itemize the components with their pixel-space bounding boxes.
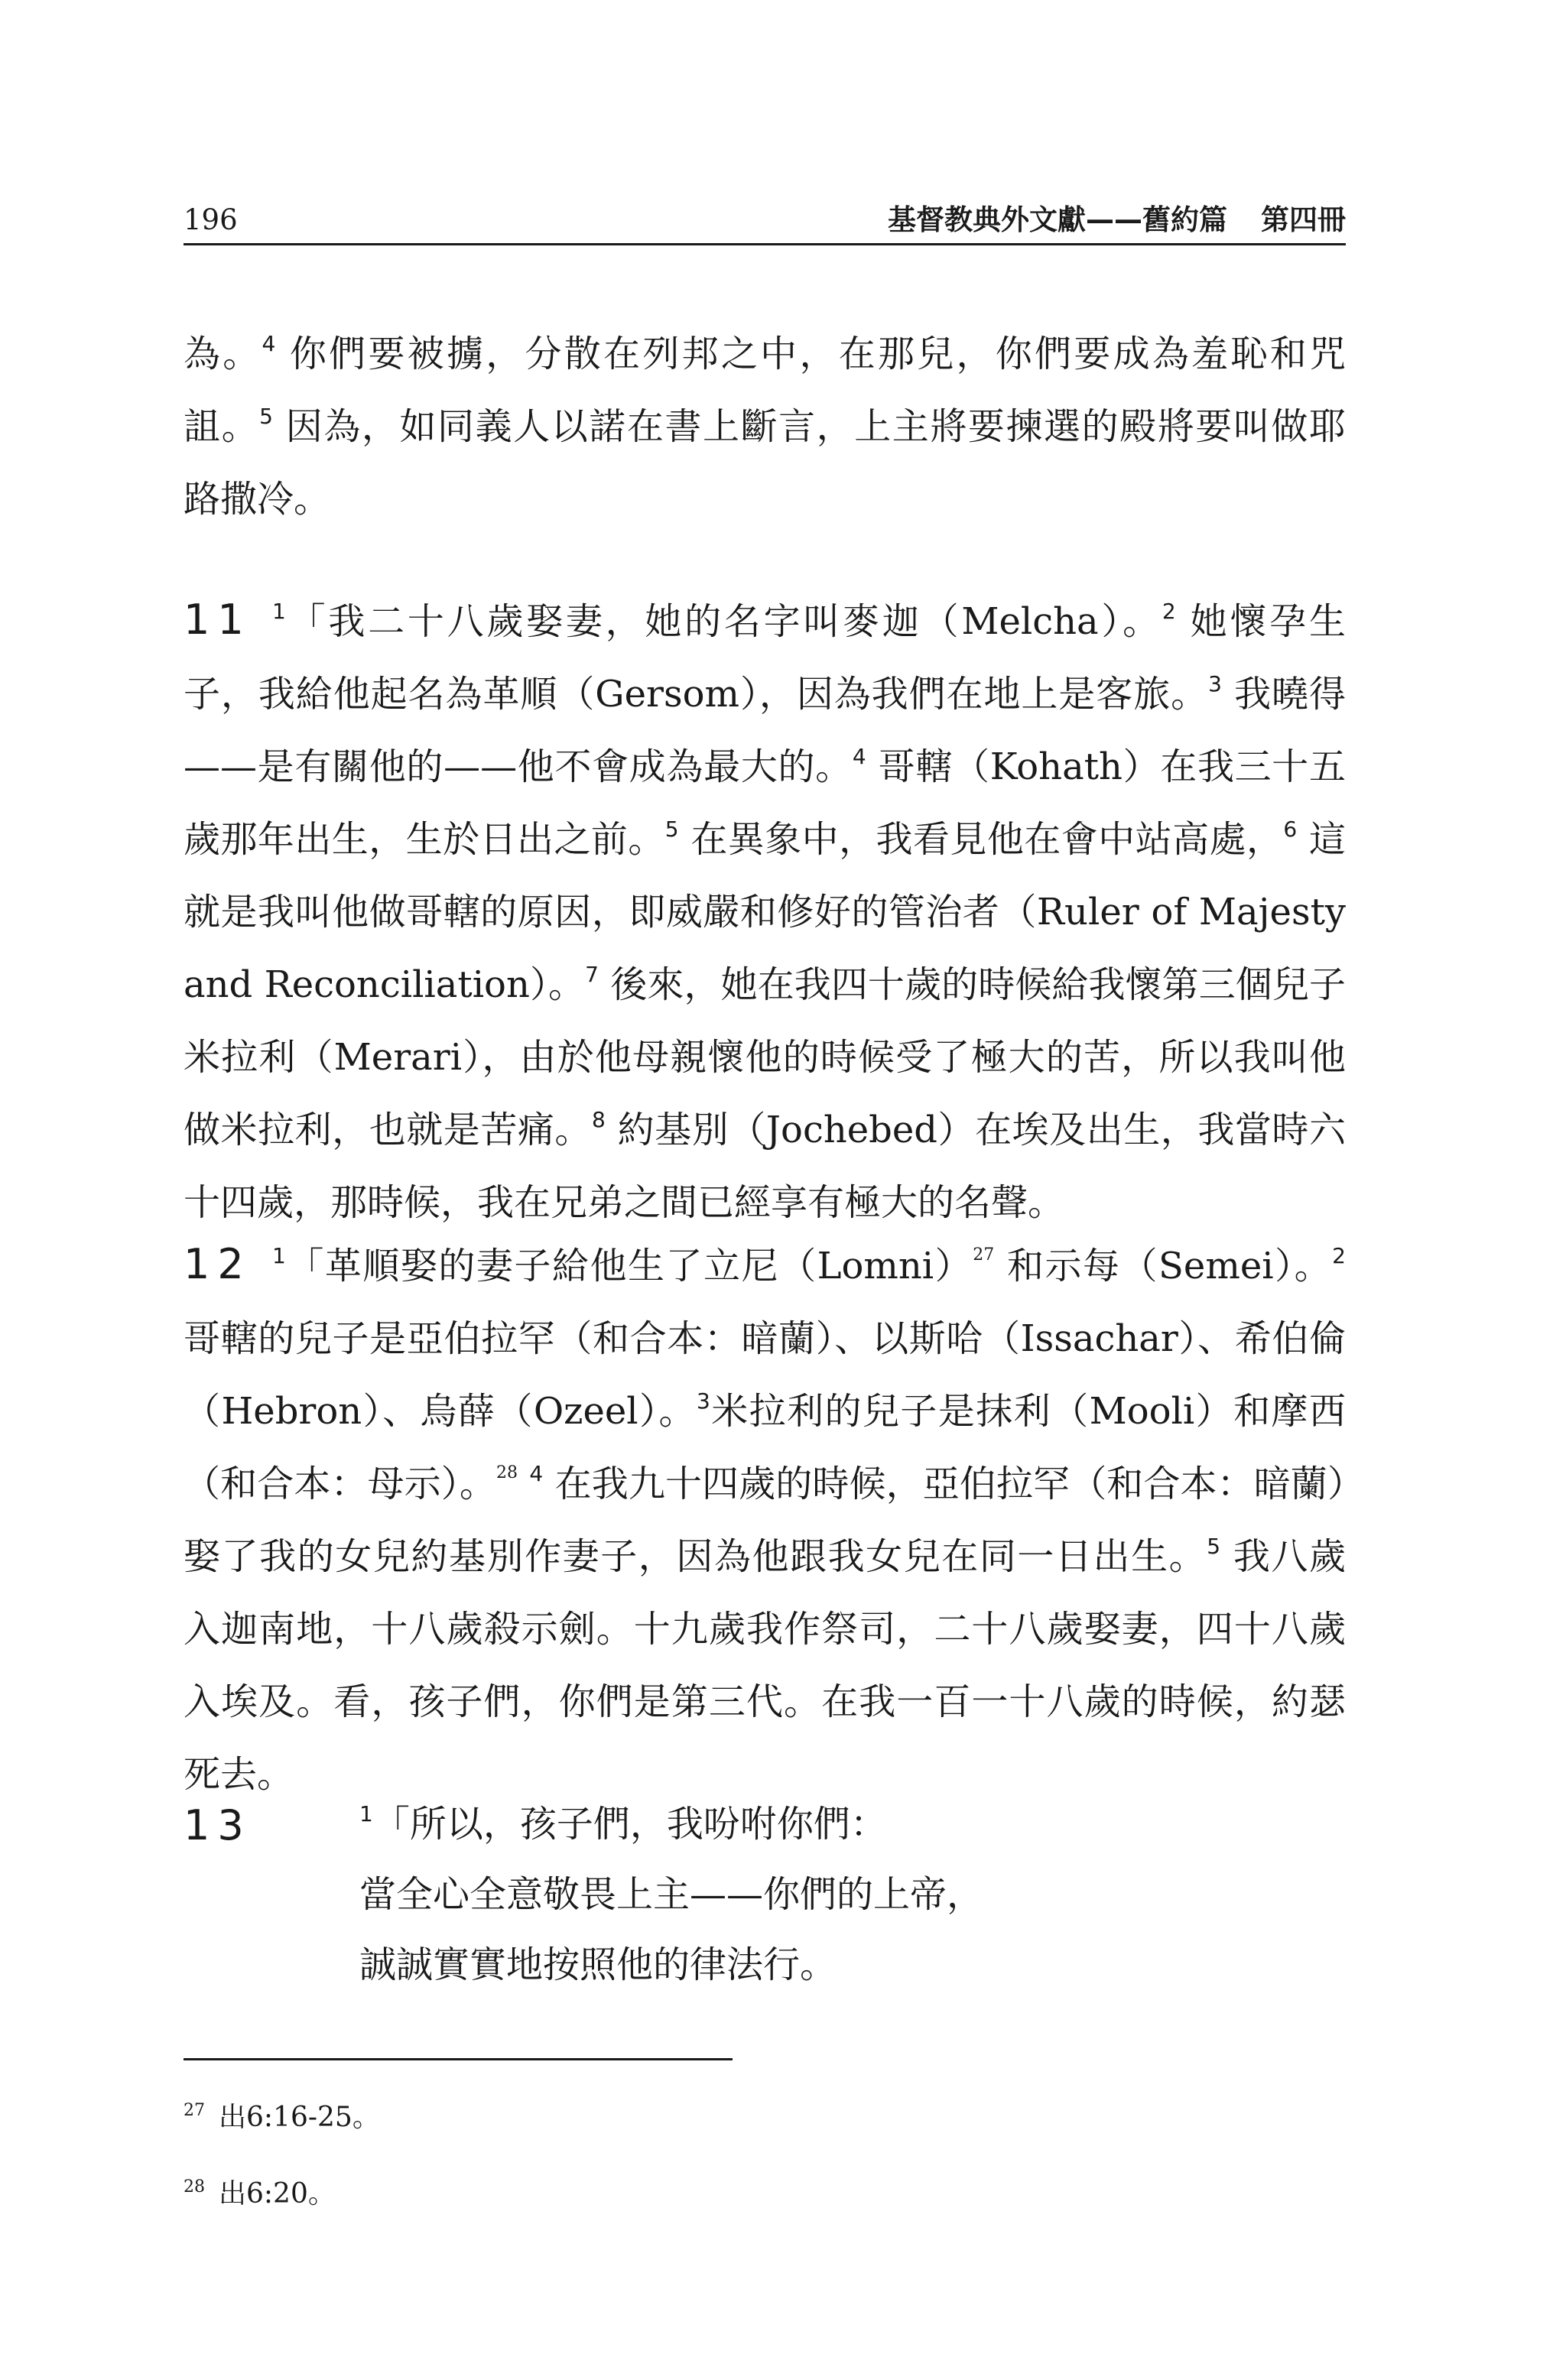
chapter-number: 13 [184, 1801, 252, 1849]
verse-number: 5 [664, 817, 679, 842]
footnote-ref-27[interactable]: 27 [973, 1245, 995, 1265]
verse-number: 4 [852, 744, 866, 769]
footnote-rule [184, 2058, 733, 2060]
text-run: 「所以，孩子們，我吩咐你們： [372, 1803, 887, 1846]
verse-number: 5 [1207, 1534, 1221, 1559]
poem-line: 誠誠實實地按照他的律法行。 [359, 1943, 837, 1986]
poem-line: 當全心全意敬畏上主——你們的上帝， [359, 1873, 984, 1916]
footnote-text: 出6:20。 [219, 2178, 336, 2210]
chapter-number: 12 [184, 1240, 252, 1288]
text-run: 和示每（Semei）。 [994, 1245, 1333, 1287]
poem-line [359, 1789, 983, 1859]
verse-number: 8 [591, 1107, 606, 1132]
verse-number: 4 [529, 1461, 544, 1486]
verse-number: 5 [259, 404, 273, 429]
verse-number: 1 [272, 599, 286, 624]
footnote-number: 28 [184, 2177, 205, 2197]
chapter-number: 11 [184, 596, 252, 644]
chapter-13-block [184, 1789, 1346, 2018]
header-rule [184, 243, 1346, 245]
verse-number: 2 [1162, 599, 1176, 624]
text-run: 「我二十八歲娶妻，她的名字叫麥迦（Melcha）。 [285, 600, 1162, 643]
verse-number: 7 [585, 962, 599, 987]
text-run: 約基別（Jochebed）在埃及出生，我當時六十四歲，那時候，我在兄弟之間已經享有極大的名聲。 [184, 1109, 1346, 1224]
text-run: 為。 [184, 333, 262, 375]
chapter-11-paragraph [184, 583, 1346, 1239]
verse-number: 6 [1283, 817, 1298, 842]
verse-number: 4 [262, 331, 276, 356]
footnote-ref-28[interactable]: 28 [496, 1463, 518, 1482]
text-run: 在我九十四歲的時候，亞伯拉罕（和合本：暗蘭）娶了我的女兒約基別作妻子，因為他跟我女兒在同一日出生。 [184, 1463, 1346, 1578]
footnote-number: 27 [184, 2101, 205, 2120]
verse-number: 2 [1332, 1243, 1346, 1268]
text-run: 米拉利的兒子是抹利（Mooli）和摩西（和合本：母示）。 [184, 1390, 1346, 1505]
text-run: 後來，她在我四十歲的時候給我懷第三個兒子米拉利（Merari），由於他母親懷他的時候受了極大的苦，所以我叫他做米拉利，也就是苦痛。 [184, 963, 1346, 1151]
verse-number: 3 [1208, 671, 1222, 696]
verse-number: 1 [359, 1801, 373, 1826]
text-run: 因為，如同義人以諾在書上斷言，上主將要揀選的殿將要叫做耶路撒冷。 [184, 405, 1346, 521]
verse-number: 3 [696, 1388, 710, 1414]
footnote-27 [184, 2095, 380, 2141]
text-run: 在異象中，我看見他在會中站高處， [690, 818, 1284, 861]
text-run: 哥轄（Kohath）在我三十五歲那年出生，生於日出之前。 [184, 745, 1346, 861]
text-run: 她懷孕生子，我給他起名為革順（Gersom），因為我們在地上是客旅。 [184, 600, 1346, 716]
text-run: 哥轄的兒子是亞伯拉罕（和合本：暗蘭）、以斯哈（Issachar）、希伯倫（Hebron）、烏薛（Ozeel）。 [184, 1317, 1346, 1433]
running-title [888, 197, 1346, 243]
volume-label: 第四冊 [1261, 203, 1346, 236]
text-run: 這就是我叫他做哥轄的原因，即威嚴和修好的管治者（Ruler of Majesty and Reconciliation）。 [184, 818, 1346, 1006]
footnote-28 [184, 2171, 336, 2217]
verse-number: 1 [272, 1243, 286, 1268]
poem-lines [359, 1789, 983, 2000]
text-run: 我八歲入迦南地，十八歲殺示劍。十九歲我作祭司，二十八歲娶妻，四十八歲入埃及。看，孩子們，你們是第三代。在我一百一十八歲的時候，約瑟死去。 [184, 1535, 1346, 1796]
page-number: 196 [184, 203, 238, 236]
chapter-12-paragraph [184, 1228, 1346, 1811]
text-run: 「革順娶的妻子給他生了立尼（Lomni） [285, 1245, 973, 1287]
continuation-paragraph [184, 318, 1346, 536]
footnote-text: 出6:16-25。 [219, 2102, 380, 2133]
text-run: 我曉得——是有關他的——他不會成為最大的。 [184, 673, 1346, 788]
text-run: 你們要被擄，分散在列邦之中，在那兒，你們要成為羞恥和咒詛。 [184, 333, 1346, 448]
book-title: 基督教典外文獻——舊約篇 [888, 203, 1227, 236]
running-header [184, 197, 1346, 243]
